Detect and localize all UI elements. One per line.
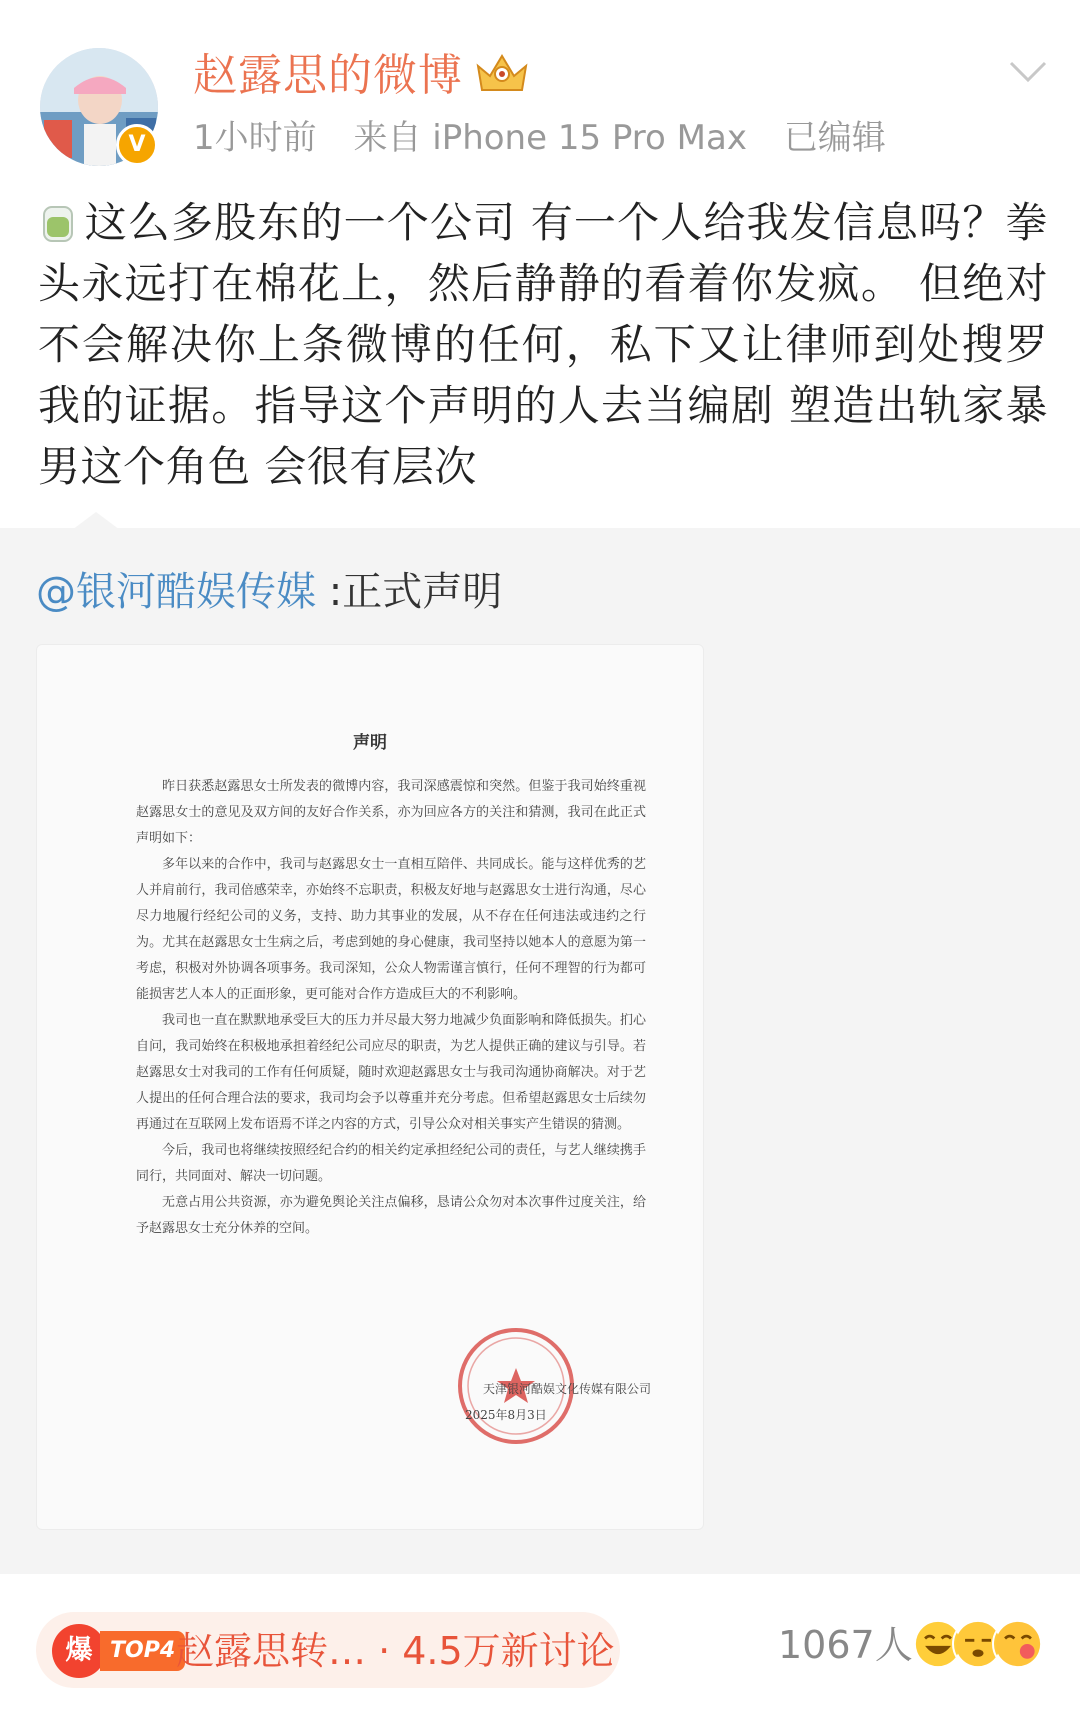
verified-badge-icon: V bbox=[116, 124, 158, 166]
doc-title: 声明 bbox=[353, 733, 387, 753]
crown-icon[interactable] bbox=[474, 50, 530, 96]
hot-icon: 爆 bbox=[52, 1624, 106, 1678]
doc-paragraph: 昨日获悉赵露思女士所发表的微博内容，我司深感震惊和突然。但鉴于我司始终重视赵露思女士的意见及双方间的友好合作关系，亦为回应各方的关注和猜测，我司在此正式声明如下： bbox=[136, 779, 646, 846]
hot-topic-text[interactable]: 赵露思转… · 4.5万新讨论 bbox=[176, 1629, 615, 1673]
doc-signature bbox=[411, 1376, 651, 1428]
statement-image[interactable] bbox=[36, 644, 704, 1530]
kiss-emoji-icon bbox=[992, 1618, 1044, 1670]
post-time: 1小时前 bbox=[193, 118, 317, 158]
repost-header bbox=[36, 566, 502, 618]
doc-paragraph: 多年以来的合作中，我司与赵露思女士一直相互陪伴、共同成长。能与这样优秀的艺人并肩前行，我司倍感荣幸，亦始终不忘职责，积极友好地与赵露思女士进行沟通，尽心尽力地履行经纪公司的义务，支持、助力其事业的发展，从不存在任何违法或违约之行为。尤其在赵露思女士生病之后，考虑到她的身心健康，我司坚持以她本人的意愿为第一考虑，积极对外协调各项事务。我司深知，公众人物需谨言慎行，任何不理智的行为都可能损害艺人本人的正面形象，更可能对合作方造成巨大的不利影响。 bbox=[136, 857, 646, 1002]
post-body bbox=[38, 192, 1048, 497]
doc-body bbox=[136, 774, 646, 1242]
doc-company: 天津银河酷娱文化传媒有限公司 bbox=[482, 1382, 651, 1396]
repost-text: :正式声明 bbox=[316, 569, 503, 615]
rank-tag: TOP4 bbox=[100, 1631, 185, 1671]
doc-paragraph: 今后，我司也将继续按照经纪合约的相关约定承担经纪公司的责任，与艺人继续携手同行，共同面对、解决一切问题。 bbox=[136, 1143, 646, 1184]
reaction-count[interactable]: 1067人 bbox=[778, 1623, 913, 1667]
doc-date: 2025年8月3日 bbox=[465, 1408, 547, 1422]
tea-emoji-icon bbox=[38, 197, 78, 245]
chevron-down-icon[interactable] bbox=[1008, 60, 1048, 84]
doc-paragraph: 无意占用公共资源，亦为避免舆论关注点偏移，恳请公众勿对本次事件过度关注，给予赵露思女士充分休养的空间。 bbox=[136, 1195, 646, 1236]
repost-mention[interactable]: @银河酷娱传媒 bbox=[36, 569, 316, 615]
post-meta bbox=[193, 116, 912, 160]
post-edited[interactable]: 已编辑 bbox=[783, 118, 886, 158]
reaction-emojis[interactable] bbox=[912, 1618, 1052, 1674]
post-username[interactable]: 赵露思的微博 bbox=[193, 50, 463, 101]
repost-notch bbox=[72, 512, 120, 530]
doc-paragraph: 我司也一直在默默地承受巨大的压力并尽最大努力地减少负面影响和降低损失。扪心自问，我司始终在积极地承担着经纪公司应尽的职责，为艺人提供正确的建议与引导。若赵露思女士对我司的工作有任何质疑，随时欢迎赵露思女士与我司沟通协商解决。对于艺人提出的任何合理合法的要求，我司均会予以尊重并充分考虑。但希望赵露思女士后续勿再通过在互联网上发布语焉不详之内容的方式，引导公众对相关事实产生错误的猜测。 bbox=[136, 1013, 646, 1132]
post-text: 这么多股东的一个公司 有一个人给我发信息吗？拳头永远打在棉花上，然后静静的看着你发疯。 但绝对不会解决你上条微博的任何，私下又让律师到处搜罗我的证据。指导这个声明的人去当编剧 塑造出轨家暴男这个角色 会很有层次 bbox=[38, 198, 1048, 491]
post-source: 来自 iPhone 15 Pro Max bbox=[353, 118, 747, 158]
